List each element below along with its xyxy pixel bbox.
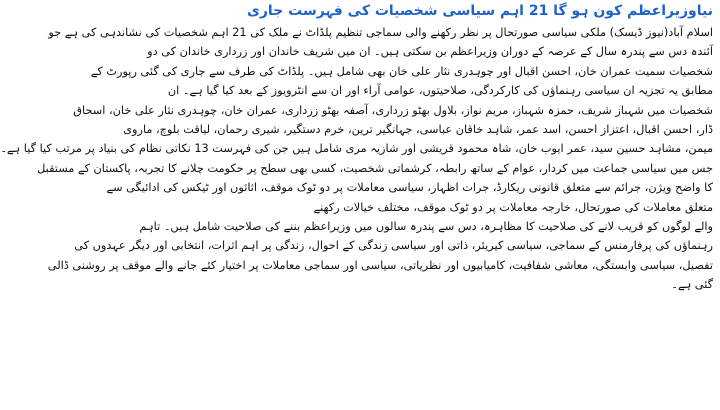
article-body [0, 23, 713, 294]
article-headline: نیاوزیراعظم کون ہو گا 21 اہم سیاسی شخصیات کی فہرست جاری [247, 3, 713, 19]
article-line: ڈار، احسن اقبال، اعتزاز احسن، اسد عمر، شاہد خاقان عباسی، جہانگیر ترین، خرم دستگیر، شیری رحمان، لیاقت بلوچ، ماروی [123, 122, 713, 136]
article-line: والے لوگوں کو قریب لانے کی صلاحیت کا مظاہرہ، دس سے پندرہ سالوں میں وزیراعظم بننے کی صلاحیت شامل ہیں۔ تاہم [139, 219, 713, 233]
article-line: اسلام آباد(نیوز ڈیسک) ملکی سیاسی صورتحال پر نظر رکھنے والی سماجی تنظیم پلڈاٹ نے ملک کی 21 اہم شخصیات کی نشاندہی کی ہے جو [48, 26, 713, 39]
article-line: میمن، مشاہد حسین سید، عمر ایوب خان، شاہ محمود قریشی اور شازیہ مری شامل ہیں جن کی فہرست 13 نکاتی نظام کی بنیاد پر مرتب کیا گیا ہے۔ [0, 142, 713, 156]
article-line: گئی ہے۔ [671, 278, 713, 292]
article-line: مطابق یہ تجزیہ ان سیاسی رہنماؤں کی کارکردگی، صلاحیتوں، عوامی آراء اور ان سے انٹرویوز کے بعد کیا گیا ہے۔ ان [167, 84, 713, 98]
article-line: تفصیل، سیاسی وابستگی، معاشی شفافیت، کامیابیوں اور نظریاتی، سیاسی اور سماجی معاملات پر اختیار کئے جانے والے موقف پر روشنی ڈالی [47, 258, 713, 272]
article-line: متعلق معاملات کی صورتحال، خارجہ معاملات پر دو ٹوک موقف، مختلف خیالات رکھنے [313, 200, 713, 214]
article-line: آئندہ دس سے پندرہ سال کے عرصہ کے دوران وزیراعظم بن سکتی ہیں۔ ان میں شریف خاندان اور زرداری خاندان کی دو [147, 45, 713, 59]
article-line: رہنماؤں کی پرفارمنس کے سماجی، سیاسی کیریئر، ذاتی اور سیاسی زندگی کے احوال، زندگی پر اہم اثرات، انتخابی اور دیگر عہدوں کی [74, 239, 713, 253]
article-line: شخصیات سمیت عمران خان، احسن اقبال اور چوہدری نثار علی خان بھی شامل ہیں۔ پلڈاٹ کی طرف سے جاری کی گئی رپورٹ کے [90, 64, 713, 78]
article-line: کا واضح ویژن، جرائم سے متعلق قانونی ریکارڈ، جرات اظہار، سیاسی معاملات پر دو ٹوک موقف، اثاثوں اور ٹیکس کی ادائیگی سے [106, 181, 713, 195]
article-line: شخصیات میں شہباز شریف، حمزہ شہباز، مریم نواز، بلاول بھٹو زرداری، آصفہ بھٹو زرداری، عمران خان، چوہدری نثار علی خان، اسحاق [73, 103, 713, 117]
article-line: جس میں سیاسی جماعت میں کردار، عوام کے ساتھ رابطہ، کرشماتی شخصیت، کسی بھی سطح پر حکومت چلانے کا تجربہ، پاکستان کے مستقبل [37, 161, 713, 175]
